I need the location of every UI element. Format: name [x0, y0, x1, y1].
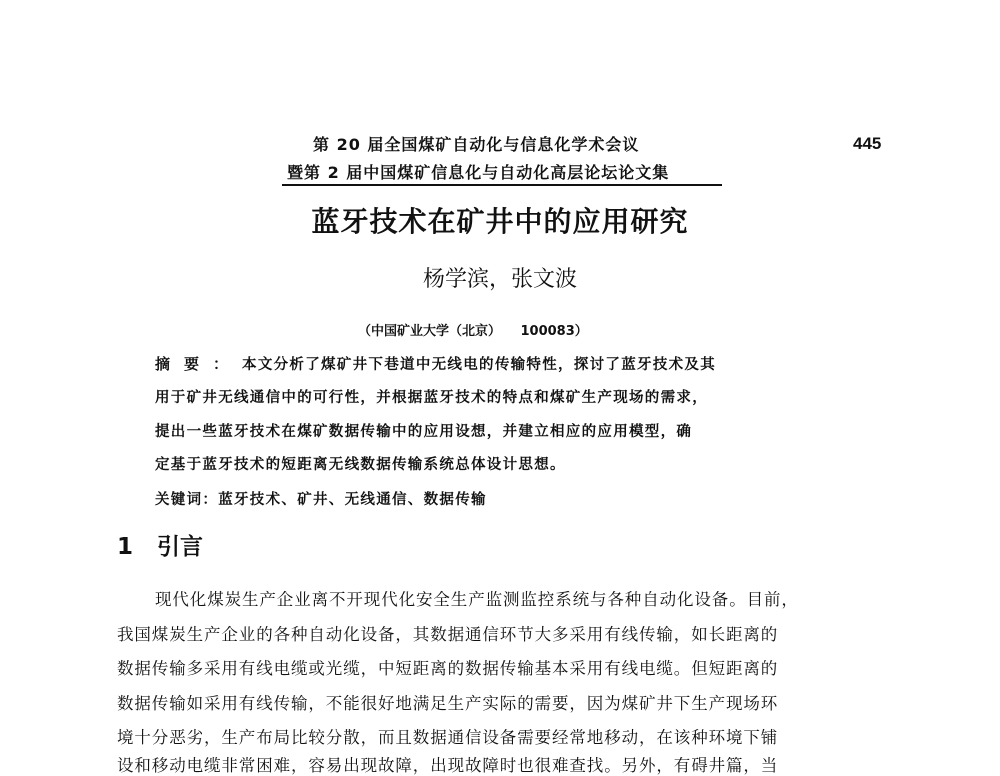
section-heading — [117, 528, 203, 561]
abstract-line: 定基于蓝牙技术的短距离无线数据传输系统总体设计思想。 — [155, 457, 566, 473]
body-text-line: 我国煤炭生产企业的各种自动化设备，其数据通信环节大多采用有线传输，如长距离的 — [117, 625, 779, 644]
body-text-line: 设和移动电缆非常困难，容易出现故障，出现故障时也很难查找。另外，有碍井篇，当 — [117, 756, 779, 775]
conference-title-line2: 暨第 2 届中国煤矿信息化与自动化高层论坛论文集 — [287, 163, 670, 182]
abstract-text: 本文分析了煤矿井下巷道中无线电的传输特性，探讨了蓝牙技术及其 — [242, 357, 717, 373]
keywords-value: 蓝牙技术、矿井、无线通信、数据传输 — [218, 492, 487, 508]
paper-authors: 杨学滨，张文波 — [422, 267, 577, 292]
paper-title: 蓝牙技术在矿井中的应用研究 — [311, 205, 689, 238]
section-title: 引言 — [157, 534, 204, 560]
header-rule — [282, 184, 722, 186]
abstract-label: 摘要： — [155, 355, 243, 373]
abstract-line: 提出一些蓝牙技术在煤矿数据传输中的应用设想，并建立相应的应用模型，确 — [155, 424, 693, 440]
body-text-line: 数据传输如采用有线传输，不能很好地满足生产实际的需要，因为煤矿井下生产现场环 — [117, 694, 779, 713]
body-text-line: 境十分恶劣，生产布局比较分散，而且数据通信设备需要经常地移动，在该种环境下铺 — [117, 728, 779, 747]
conference-title-line1: 第 20 届全国煤矿自动化与信息化学术会议 — [313, 135, 640, 154]
body-text-line: 数据传输多采用有线电缆或光缆，中短距离的数据传输基本采用有线电缆。但短距离的 — [117, 659, 779, 678]
page-number: 445 — [853, 134, 882, 153]
author-affiliation: （中国矿业大学（北京） 100083） — [358, 324, 588, 339]
abstract-line: 用于矿井无线通信中的可行性，并根据蓝牙技术的特点和煤矿生产现场的需求， — [155, 390, 708, 406]
abstract-line — [155, 353, 716, 374]
keywords — [155, 488, 487, 509]
section-number: 1 — [117, 534, 134, 560]
keywords-label: 关键词： — [155, 492, 219, 508]
body-text-line: 现代化煤炭生产企业离不开现代化安全生产监测监控系统与各种自动化设备。目前， — [155, 590, 799, 609]
